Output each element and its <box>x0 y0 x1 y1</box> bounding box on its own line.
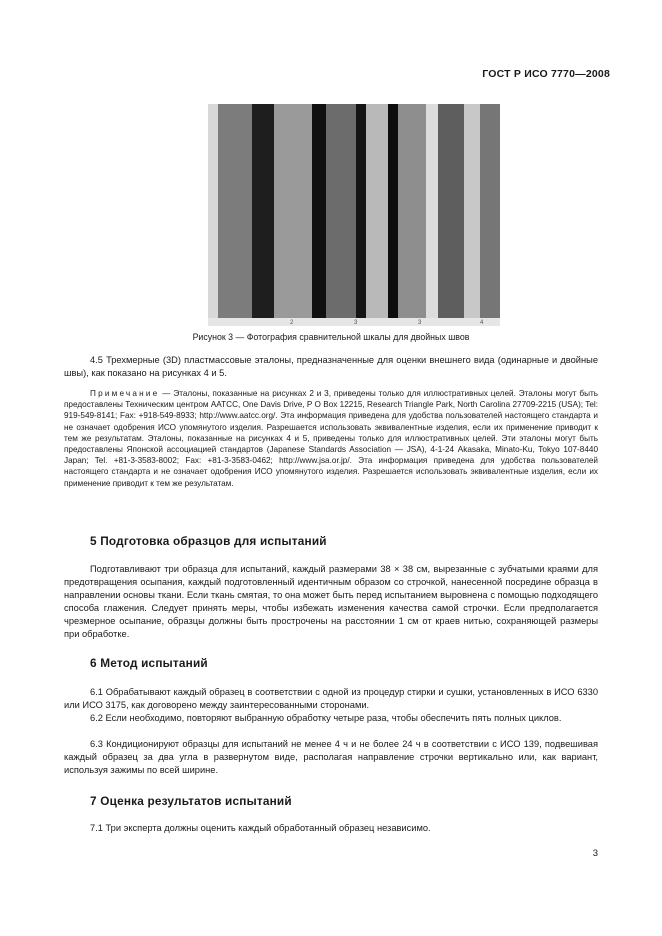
tick-label: 4 <box>480 320 484 326</box>
section-7-heading: 7 Оценка результатов испытаний <box>90 794 292 808</box>
document-header: ГОСТ Р ИСО 7770—2008 <box>482 68 610 80</box>
paragraph-6-2: 6.2 Если необходимо, повторяют выбранную обработку четыре раза, чтобы обеспечить пять полных циклов. <box>90 713 562 723</box>
paragraph-7-1: 7.1 Три эксперта должны оценить каждый обработанный образец независимо. <box>90 823 431 833</box>
tick-label: 3 <box>354 320 358 326</box>
tick-label: 3 <box>418 320 422 326</box>
section-5-heading: 5 Подготовка образцов для испытаний <box>90 534 327 548</box>
scale-ticks <box>208 318 500 326</box>
paragraph-6-1: 6.1 Обрабатывают каждый образец в соответствии с одной из процедур стирки и сушки, установленных в ИСО 6330 или ИСО 3175, как договорено между заинтересованными сторонами. <box>64 687 598 710</box>
paragraph-6-3: 6.3 Кондиционируют образцы для испытаний не менее 4 ч и не более 24 ч в соответствии с ИСО 139, подвешивая каждый образец за два угла в развернутом виде, располагая направление строчки вертикально или, как вариант, используя зажимы по всей ширине. <box>64 739 598 775</box>
tick-label: 2 <box>290 320 294 326</box>
page-number: 3 <box>592 848 598 859</box>
paragraph-4-5: 4.5 Трехмерные (3D) пластмассовые эталоны, предназначенные для оценки внешнего вида (одинарные и двойные швы), как показано на рисунках 4 и 5. <box>64 355 598 378</box>
note-block <box>64 388 598 489</box>
comparison-scale-photo <box>208 104 500 326</box>
section-5-text: Подготавливают три образца для испытаний, каждый размерами 38 × 38 см, вырезанные с зубчатыми краями для предотвращения осыпания, каждый подготовленный идентичным образом со строчкой, нанесенной посредине образца в направлении основы ткани. Если ткань смятая, то она может быть перед испытанием выровнена с помощью подходящего способа глажения. Следует принять меры, чтобы избежать изменения качества самой строчки. Если предполагается чрезмерное осыпание, образцы должны быть прострочены на расстоянии 1 см от краев нитью, сохраняющей размеры при обработке. <box>64 564 598 639</box>
figure-caption: Рисунок 3 — Фотография сравнительной шкалы для двойных швов <box>192 332 470 342</box>
note-text: — Эталоны, показанные на рисунках 2 и 3, приведены только для иллюстративных целей. Эталоны могут быть предоставлены Техническим центром AATCC, One Davis Drive, P O Box 12215, Research Triangle Park, North Carolina 27709-2215 (USA); Tel: 919-549-8141; Fax: +918-549-8933; http://www.aatcc.org/. Эта информация приведена для удобства пользователей настоящего стандарта и не означает одобрения ИСО упомянутого изделия. Разрешается использовать эквивалентные изделия, если их применение приводит к тем же результатам. Эталоны, показанные на рисунках 4 и 5, приведены только для иллюстративных целей. Эти эталоны могут быть предоставлены Японской ассоциацией стандартов (Japanese Standards Association — JSA), 4-1-24 Akasaka, Minato-Ku, Tokyo 107-8440 Japan; Tel. +81-3-3583-8002; Fax: +81-3-3583-0462; http://www.jsa.or.jp/. Эта информация приведена для удобства пользователей настоящего стандарта и не означает одобрения ИСО упомянутого изделия. Разрешается использовать эквивалентные изделия, если их применение приводит к тем же результатам. <box>64 389 598 488</box>
section-6-heading: 6 Метод испытаний <box>90 656 208 670</box>
note-label: Примечание <box>90 389 160 398</box>
